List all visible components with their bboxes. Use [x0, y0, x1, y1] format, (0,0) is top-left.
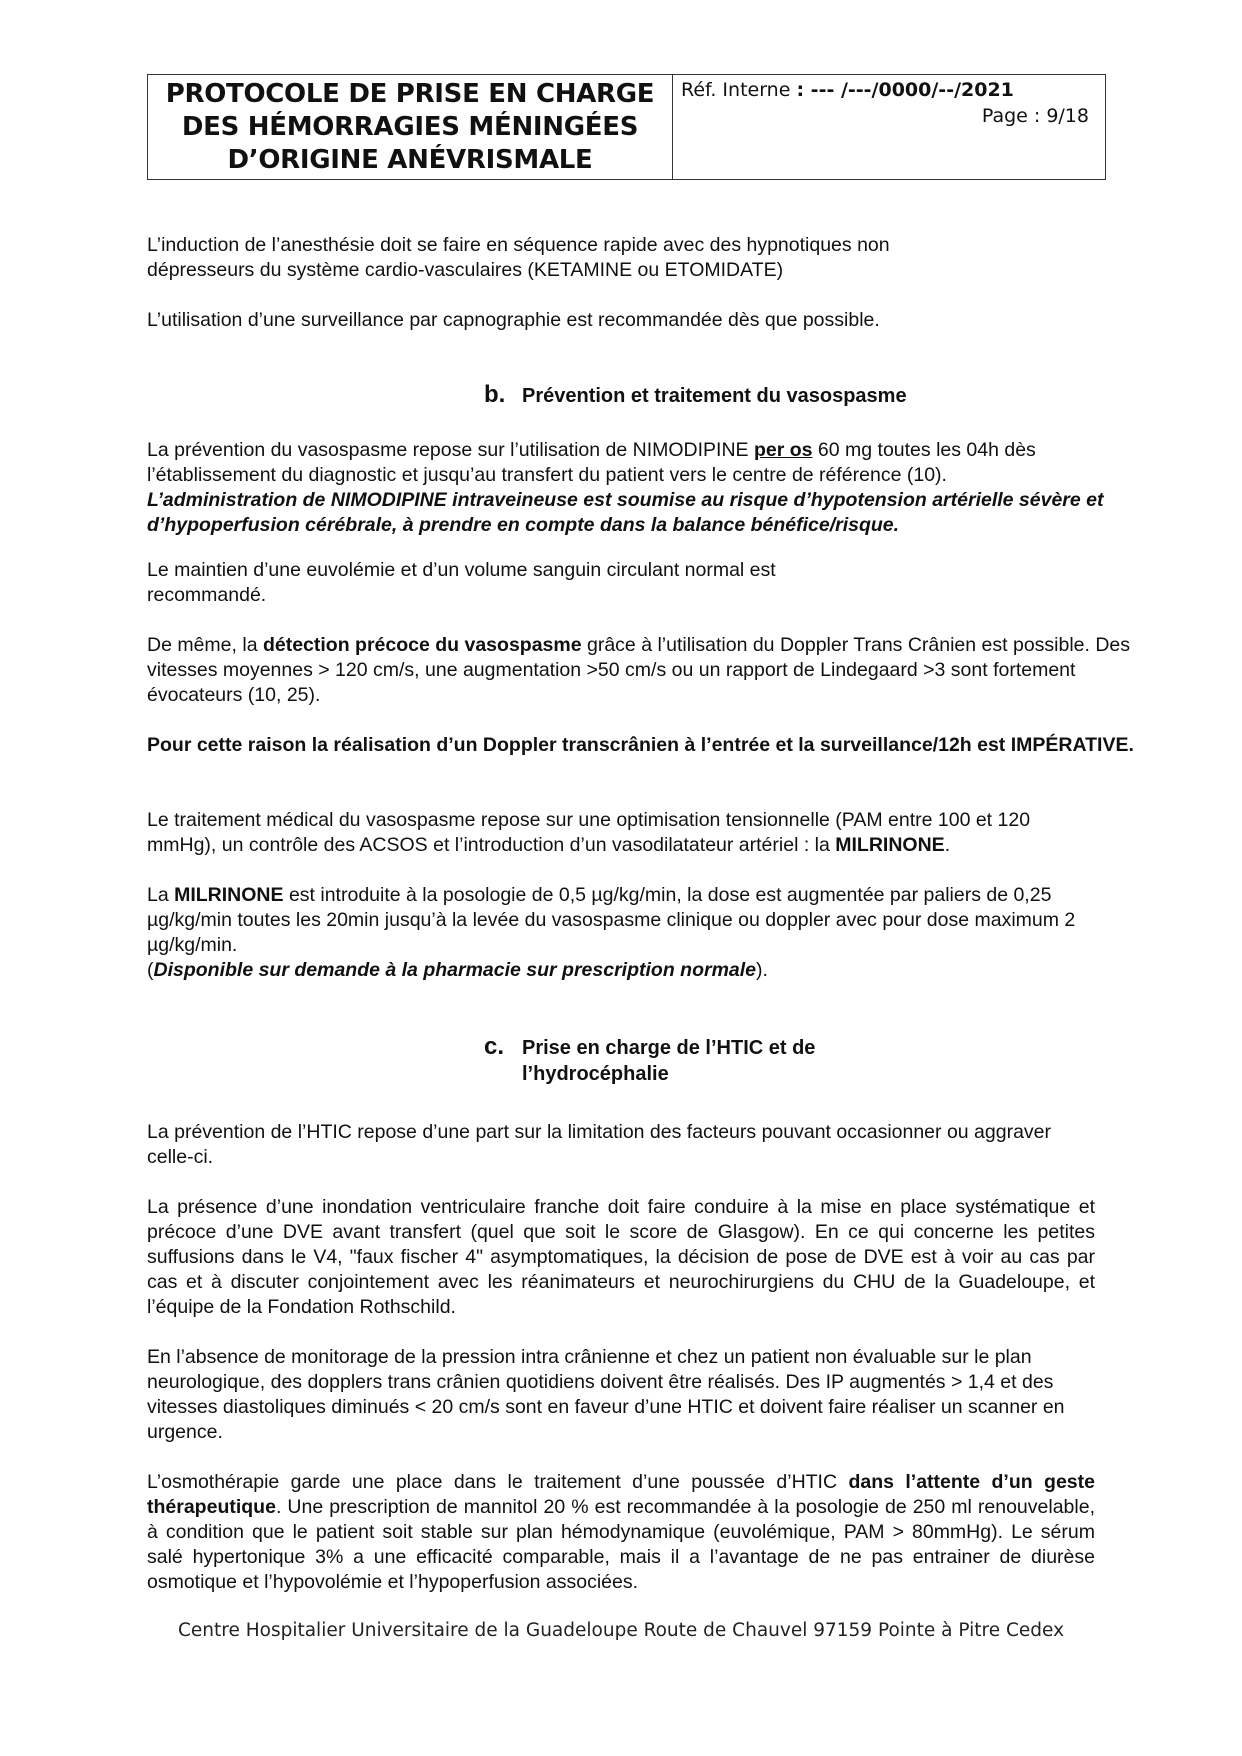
- text-run: est introduite à la posologie de 0,5 µg/kg/min, la dose est augmentée par paliers de 0,25 µg/kg/min toutes les 20min jusqu’à la levée du vasospasme clinique ou doppler avec pour dose maximum 2 µg/kg/min.: [147, 884, 1076, 956]
- section-c-paragraph-2: La présence d’une inondation ventriculaire franche doit faire conduire à la mise en place systématique et précoce d’une DVE avant transfert (quel que soit le score de Glasgow). En ce qui concerne les petites suffusions dans le V4, "faux fischer 4" asymptomatiques, la décision de pose de DVE est à voir au cas par cas et à discuter conjointement avec les réanimateurs et neurochirurgiens du CHU de la Guadeloupe, et l’équipe de la Fondation Rothschild.: [147, 1196, 1095, 1318]
- document-title: [148, 75, 673, 179]
- title-line-3: D’ORIGINE ANÉVRISMALE: [227, 145, 593, 175]
- ref-value: : --- /---/0000/--/2021: [796, 79, 1014, 101]
- section-b-letter: b.: [484, 381, 506, 408]
- intro-paragraph-2: L’utilisation d’une surveillance par capnographie est recommandée dès que possible.: [147, 309, 880, 331]
- section-c-heading: [484, 1034, 815, 1087]
- section-c-letter: c.: [484, 1033, 505, 1060]
- milrinone-emphasis: MILRINONE: [174, 884, 284, 906]
- intro-paragraph-1: L’induction de l’anesthésie doit se faire en séquence rapide avec des hypnotiques non dépresseurs du système cardio-vasculaires (KETAMINE ou ETOMIDATE): [147, 234, 890, 281]
- document-header: [147, 74, 1106, 180]
- text-run: La prévention du vasospasme repose sur l’utilisation de NIMODIPINE: [147, 439, 754, 461]
- text-run: 60 mg toutes les 04h dès l’établissement du diagnostic et jusqu’au transfert du patient vers le centre de référence (10).: [147, 439, 1036, 486]
- section-c-title-line-2: l’hydrocéphalie: [522, 1063, 669, 1085]
- page-number: Page : 9/18: [981, 105, 1089, 127]
- section-c-paragraph-1: La prévention de l’HTIC repose d’une part sur la limitation des facteurs pouvant occasionner ou aggraver celle-ci.: [147, 1121, 1052, 1168]
- text-run: Le traitement médical du vasospasme repose sur une optimisation tensionnelle (PAM entre 100 et 120 mmHg), un contrôle des ACSOS et l’introduction d’un vasodilatateur artériel : la: [147, 809, 1031, 856]
- detection-emphasis: détection précoce du vasospasme: [262, 634, 582, 656]
- title-line-2: DES HÉMORRAGIES MÉNINGÉES: [181, 112, 639, 142]
- section-b-imperative-note: Pour cette raison la réalisation d’un Doppler transcrânien à l’entrée et la surveillance/12h est IMPÉRATIVE.: [147, 734, 1134, 756]
- milrinone-emphasis: MILRINONE: [835, 834, 945, 856]
- text-run: De même, la: [147, 634, 263, 656]
- section-b-paragraph-3: [147, 633, 1137, 708]
- page-footer: Centre Hospitalier Universitaire de la Guadeloupe Route de Chauvel 97159 Pointe à Pitre Cedex: [177, 1620, 1065, 1641]
- section-b-paragraph-6: [147, 883, 1137, 958]
- nimodipine-warning: L’administration de NIMODIPINE intraveineuse est soumise au risque d’hypotension artérielle sévère et d’hypoperfusion cérébrale, à prendre en compte dans la balance bénéfice/risque.: [147, 489, 1104, 536]
- header-meta: [673, 75, 1105, 179]
- section-b-heading: [484, 382, 907, 409]
- text-run: grâce à l’utilisation du Doppler Trans Crânien est possible. Des vitesses moyennes > 120 cm/s, une augmentation >50 cm/s ou un rapport de Lindegaard >3 sont fortement évocateurs (10, 25).: [147, 634, 1131, 706]
- section-c-paragraph-3: En l’absence de monitorage de la pression intra crânienne et chez un patient non évaluable sur le plan neurologique, des dopplers trans crânien quotidiens doivent être réalisés. Des IP augmentés > 1,4 et des vitesses diastoliques diminués < 20 cm/s sont en faveur d’une HTIC et doivent faire réaliser un scanner en urgence.: [147, 1346, 1065, 1443]
- therapeutic-emphasis: dans l’attente d’un geste thérapeutique: [147, 1471, 1095, 1518]
- text-run: La: [147, 884, 175, 906]
- text-run: ).: [756, 959, 768, 981]
- section-b-paragraph-7: [147, 958, 1147, 983]
- text-run: .: [944, 834, 951, 856]
- text-run: . Une prescription de mannitol 20 % est recommandée à la posologie de 250 ml renouvelable, à condition que le patient soit stable sur plan hémodynamique (euvolémique, PAM > 80mmHg). Le sérum salé hypertonique 3% a une efficacité comparable, mais il a l’avantage de ne pas entrainer de diurèse osmotique et l’hypovolémie et l’hypoperfusion associées.: [147, 1496, 1095, 1593]
- per-os-emphasis: per os: [753, 439, 813, 461]
- pharmacy-note: Disponible sur demande à la pharmacie sur prescription normale: [153, 959, 757, 981]
- section-b-paragraph-5: [147, 808, 1087, 858]
- title-line-1: PROTOCOLE DE PRISE EN CHARGE: [165, 79, 655, 109]
- section-c-paragraph-4: [147, 1470, 1095, 1595]
- section-c-title-line-1: Prise en charge de l’HTIC et de: [522, 1037, 816, 1059]
- internal-reference: [681, 77, 1099, 103]
- text-run: (: [147, 959, 154, 981]
- ref-label: Réf. Interne: [681, 79, 791, 101]
- section-b-paragraph-1: [147, 438, 1147, 538]
- section-b-title: Prévention et traitement du vasospasme: [522, 385, 907, 407]
- text-run: L’osmothérapie garde une place dans le traitement d’une poussée d’HTIC: [147, 1471, 849, 1493]
- section-b-paragraph-2: Le maintien d’une euvolémie et d’un volume sanguin circulant normal est recommandé.: [147, 559, 776, 606]
